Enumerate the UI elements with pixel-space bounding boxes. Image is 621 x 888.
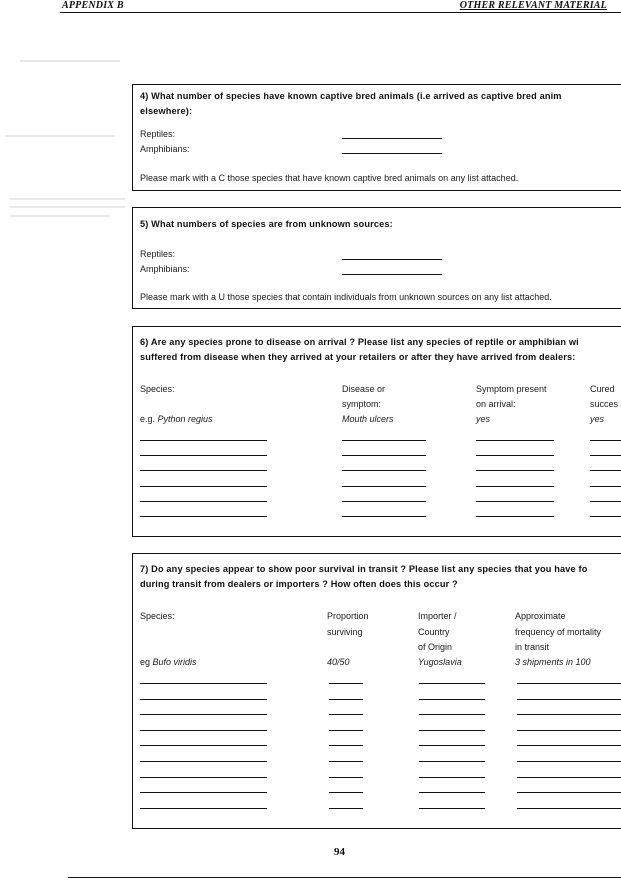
q7-row-7-col-4-field[interactable] xyxy=(517,777,621,778)
q6-row-3-col-3-field[interactable] xyxy=(476,470,554,471)
q7-col-proportion-header-2: surviving xyxy=(327,627,363,637)
q7-row-1-col-2-field[interactable] xyxy=(329,683,363,684)
q6-row-5-col-3-field[interactable] xyxy=(476,501,554,502)
bleed-through-mark xyxy=(10,215,110,217)
question-7-box xyxy=(132,553,621,829)
q6-row-5-col-2-field[interactable] xyxy=(342,501,426,502)
q6-example-prefix: e.g. xyxy=(140,414,158,424)
q5-reptiles-label: Reptiles: xyxy=(140,249,176,259)
question-4-text-line1: 4) What number of species have known captive bred animals (i.e arrived as captive bred anim xyxy=(140,91,562,101)
q7-row-6-col-2-field[interactable] xyxy=(329,761,363,762)
q6-row-6-col-4-field[interactable] xyxy=(590,516,621,517)
question-4-box xyxy=(132,84,621,191)
q7-row-7-col-1-field[interactable] xyxy=(140,777,267,778)
q7-row-9-col-3-field[interactable] xyxy=(419,808,485,809)
q7-col-species-header: Species: xyxy=(140,611,175,621)
q7-col-frequency-header-2: frequency of mortality xyxy=(515,627,602,637)
q7-row-2-col-1-field[interactable] xyxy=(140,699,267,700)
q6-row-4-col-4-field[interactable] xyxy=(590,486,621,487)
q4-note: Please mark with a C those species that have known captive bred animals on any list attached. xyxy=(140,173,519,183)
q7-row-6-col-3-field[interactable] xyxy=(419,761,485,762)
q7-row-5-col-2-field[interactable] xyxy=(329,745,363,746)
q6-col-disease-header-1: Disease or xyxy=(342,384,386,394)
q7-row-6-col-1-field[interactable] xyxy=(140,761,267,762)
question-5-text-line1: 5) What numbers of species are from unknown sources: xyxy=(140,219,393,229)
q7-row-2-col-3-field[interactable] xyxy=(419,699,485,700)
q4-reptiles-label: Reptiles: xyxy=(140,129,176,139)
q7-row-8-col-4-field[interactable] xyxy=(517,792,621,793)
q6-col-disease-header-2: symptom: xyxy=(342,399,382,409)
footer-rule xyxy=(68,877,621,878)
q7-example-species-name: Bufo viridis xyxy=(152,657,197,667)
q7-row-9-col-2-field[interactable] xyxy=(329,808,363,809)
q4-amphibians-label: Amphibians: xyxy=(140,144,190,154)
q7-col-proportion-header-1: Proportion xyxy=(327,611,369,621)
q7-row-7-col-2-field[interactable] xyxy=(329,777,363,778)
q5-reptiles-field[interactable] xyxy=(342,259,442,260)
q7-row-1-col-4-field[interactable] xyxy=(517,683,621,684)
q4-reptiles-field[interactable] xyxy=(342,138,442,139)
q6-row-1-col-2-field[interactable] xyxy=(342,440,426,441)
question-6-text-line1: 6) Are any species prone to disease on arrival ? Please list any species of reptile or amphibian wi xyxy=(140,337,579,347)
q5-amphibians-label: Amphibians: xyxy=(140,264,190,274)
q5-amphibians-field[interactable] xyxy=(342,274,442,275)
q6-row-3-col-4-field[interactable] xyxy=(590,470,621,471)
question-6-text-line2: suffered from disease when they arrived at your retailers or after they have arrived from dealers: xyxy=(140,352,576,362)
question-7-text-line1: 7) Do any species appear to show poor survival in transit ? Please list any species that you have fo xyxy=(140,564,588,574)
q7-example-frequency: 3 shipments in 100 xyxy=(515,657,591,667)
q7-row-5-col-3-field[interactable] xyxy=(419,745,485,746)
q7-row-4-col-2-field[interactable] xyxy=(329,730,363,731)
page-number: 94 xyxy=(334,846,345,858)
q7-row-2-col-2-field[interactable] xyxy=(329,699,363,700)
q7-col-importer-header-1: Importer / xyxy=(418,611,457,621)
q7-col-frequency-header-3: in transit xyxy=(515,642,550,652)
q6-example-species xyxy=(140,413,213,425)
q7-col-importer-header-2: Country xyxy=(418,627,450,637)
q6-col-symptom-header-1: Symptom present xyxy=(476,384,547,394)
q7-row-9-col-1-field[interactable] xyxy=(140,808,267,809)
header-rule xyxy=(60,12,621,13)
q6-row-5-col-4-field[interactable] xyxy=(590,501,621,502)
q6-row-5-col-1-field[interactable] xyxy=(140,501,267,502)
q6-row-4-col-2-field[interactable] xyxy=(342,486,426,487)
q6-col-symptom-header-2: on arrival: xyxy=(476,399,516,409)
q6-row-1-col-4-field[interactable] xyxy=(590,440,621,441)
q6-row-6-col-1-field[interactable] xyxy=(140,516,267,517)
bleed-through-mark xyxy=(5,135,115,137)
q7-example-species xyxy=(140,656,197,668)
q7-row-3-col-4-field[interactable] xyxy=(517,714,621,715)
q7-example-prefix: eg xyxy=(140,657,153,667)
q6-row-4-col-1-field[interactable] xyxy=(140,486,267,487)
q6-row-2-col-3-field[interactable] xyxy=(476,455,554,456)
bleed-through-mark xyxy=(10,206,125,208)
q6-example-cured: yes xyxy=(590,414,605,424)
q6-row-3-col-2-field[interactable] xyxy=(342,470,426,471)
q7-example-importer: Yugoslavia xyxy=(418,657,462,667)
q7-row-6-col-4-field[interactable] xyxy=(517,761,621,762)
q7-row-5-col-4-field[interactable] xyxy=(517,745,621,746)
q7-row-2-col-4-field[interactable] xyxy=(517,699,621,700)
question-4-text-line2: elsewhere): xyxy=(140,106,193,116)
question-7-text-line2: during transit from dealers or importers ? How often does this occur ? xyxy=(140,579,458,589)
q7-row-4-col-4-field[interactable] xyxy=(517,730,621,731)
question-6-box xyxy=(132,326,621,537)
q7-row-4-col-3-field[interactable] xyxy=(419,730,485,731)
q4-amphibians-field[interactable] xyxy=(342,153,442,154)
q7-row-3-col-3-field[interactable] xyxy=(419,714,485,715)
q6-example-symptom: yes xyxy=(476,414,491,424)
q7-row-4-col-1-field[interactable] xyxy=(140,730,267,731)
q5-note: Please mark with a U those species that contain individuals from unknown sources on any list attached. xyxy=(140,292,552,302)
header-appendix-label: APPENDIX B xyxy=(62,0,124,11)
q7-example-proportion: 40/50 xyxy=(327,657,350,667)
q6-row-4-col-3-field[interactable] xyxy=(476,486,554,487)
q7-row-3-col-2-field[interactable] xyxy=(329,714,363,715)
q7-row-7-col-3-field[interactable] xyxy=(419,777,485,778)
q6-row-1-col-3-field[interactable] xyxy=(476,440,554,441)
q7-row-8-col-3-field[interactable] xyxy=(419,792,485,793)
q7-row-8-col-2-field[interactable] xyxy=(329,792,363,793)
q7-row-5-col-1-field[interactable] xyxy=(140,745,267,746)
bleed-through-mark xyxy=(10,198,125,200)
q6-row-6-col-2-field[interactable] xyxy=(342,516,426,517)
q6-row-2-col-1-field[interactable] xyxy=(140,455,267,456)
q6-col-cured-header-1: Cured xyxy=(590,384,615,394)
q6-row-2-col-4-field[interactable] xyxy=(590,455,621,456)
q7-row-3-col-1-field[interactable] xyxy=(140,714,267,715)
q6-row-6-col-3-field[interactable] xyxy=(476,516,554,517)
q6-row-1-col-1-field[interactable] xyxy=(140,440,267,441)
q6-row-2-col-2-field[interactable] xyxy=(342,455,426,456)
bleed-through-mark xyxy=(20,60,120,62)
q6-example-species-name: Python regius xyxy=(157,414,213,424)
q7-row-1-col-1-field[interactable] xyxy=(140,683,267,684)
header-section-title: OTHER RELEVANT MATERIAL xyxy=(459,0,607,11)
q7-row-1-col-3-field[interactable] xyxy=(419,683,485,684)
q7-col-importer-header-3: of Origin xyxy=(418,642,453,652)
q6-col-species-header: Species: xyxy=(140,384,175,394)
q6-col-cured-header-2: succes xyxy=(590,399,619,409)
q7-row-9-col-4-field[interactable] xyxy=(517,808,621,809)
q6-row-3-col-1-field[interactable] xyxy=(140,470,267,471)
q7-row-8-col-1-field[interactable] xyxy=(140,792,267,793)
q6-example-disease: Mouth ulcers xyxy=(342,414,394,424)
q7-col-frequency-header-1: Approximate xyxy=(515,611,566,621)
question-5-box xyxy=(132,207,621,309)
